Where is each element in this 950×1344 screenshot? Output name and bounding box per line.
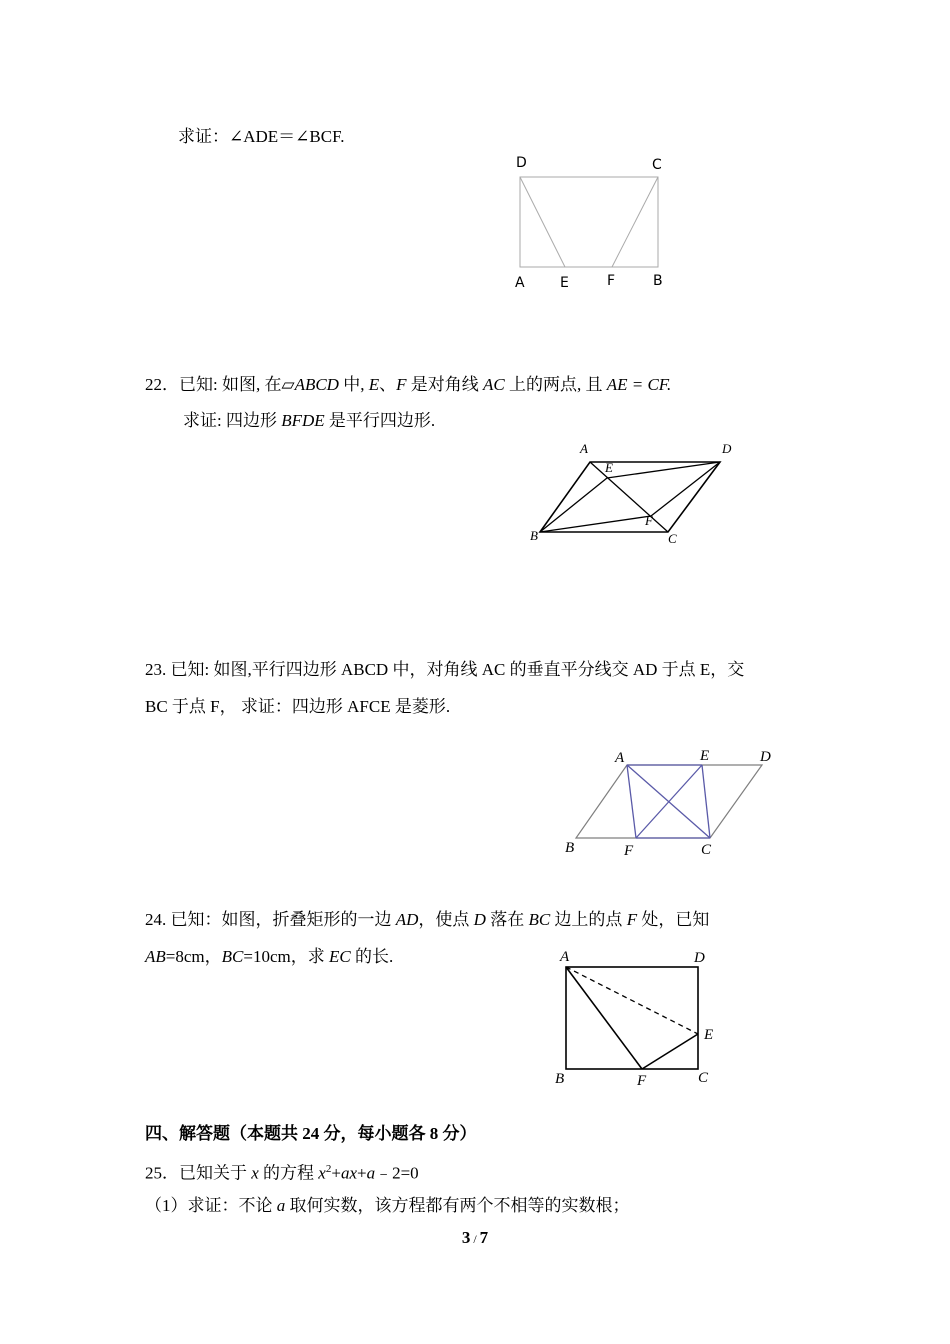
q25-var-x: x [251, 1163, 259, 1183]
q21-label-d: D [516, 155, 527, 171]
q24-text: ，使点 [418, 910, 474, 929]
q22-text: 是对角线 [406, 375, 483, 394]
q24-f: F [626, 910, 638, 929]
q21-prove-text: 求证：∠ADE＝∠BCF. [178, 127, 345, 146]
q24-label-d: D [694, 950, 705, 966]
q24-bc: BC [221, 947, 244, 966]
q22-text: 、 [379, 375, 397, 394]
q21-label-e: E [560, 275, 569, 291]
q25-text: 25．已知关于 [145, 1163, 252, 1183]
q24-ec: EC [328, 947, 351, 966]
q25-text: 的方程 [258, 1163, 319, 1183]
q23-label-c: C [701, 842, 712, 858]
q21-label-b: B [653, 273, 663, 289]
q25-part-1-text: （1）求证：不论 [145, 1196, 277, 1215]
q23-label-f: F [624, 843, 634, 859]
q22-abcd: ABCD [294, 375, 339, 394]
q23-label-d: D [760, 749, 771, 765]
q22-prove-text: 是平行四边形. [324, 411, 436, 430]
q25-text: + [331, 1163, 341, 1183]
q23-line-2: BC 于点 F， 求证：四边形 AFCE 是菱形. [145, 697, 451, 716]
q22-e: E [368, 375, 380, 394]
q22-ac: AC [482, 375, 505, 394]
page-total: 7 [479, 1228, 489, 1247]
q22-label-b: B [530, 528, 538, 543]
q25-var-a: a [276, 1196, 286, 1215]
q25-var-x: x [349, 1163, 357, 1183]
page-separator: / [470, 1232, 480, 1246]
q22-label-a: A [580, 441, 588, 456]
q25-part-1-text: 取何实数，该方程都有两个不相等的实数根； [285, 1196, 630, 1215]
q24-label-a: A [560, 949, 570, 965]
q22-label-f: F [645, 513, 653, 528]
q24-segment-af [566, 967, 642, 1069]
q24-text: 24. 已知：如图，折叠矩形的一边 [145, 910, 396, 929]
q25-var-a: a [366, 1163, 376, 1183]
q24-label-b: B [555, 1071, 565, 1087]
q24-text: 边上的点 [550, 910, 627, 929]
q24-label-f: F [637, 1073, 647, 1089]
q24-text: 落在 [485, 910, 529, 929]
q21-label-a: A [515, 275, 525, 291]
page-current: 3 [461, 1228, 471, 1247]
q22-text: 上的两点, 且 [504, 375, 607, 394]
q21-label-f: F [607, 273, 616, 289]
q24-text: =8cm， [165, 947, 222, 966]
q24-text: 的长. [350, 947, 394, 966]
q22-number: 22． [145, 375, 179, 394]
q24-ad: AD [395, 910, 419, 929]
q22-label-e: E [605, 460, 613, 475]
q25-var-x: x [318, 1163, 326, 1183]
q25-text: + [356, 1163, 367, 1183]
q22-label-c: C [668, 531, 677, 546]
q24-label-e: E [704, 1027, 714, 1043]
q23-label-b: B [565, 840, 575, 856]
q22-label-d: D [722, 441, 732, 456]
q24-rectangle [566, 967, 698, 1069]
q23-line-1: 23. 已知: 如图,平行四边形 ABCD 中，对角线 AC 的垂直平分线交 AD 于点 E，交 [145, 660, 745, 679]
q22-f: F [396, 375, 407, 394]
q24-text: =10cm，求 [243, 947, 329, 966]
q25-statement [145, 1158, 419, 1185]
q25-exponent: 2 [325, 1163, 332, 1175]
q23-label-e: E [700, 748, 710, 764]
q25-part-1 [145, 1195, 630, 1217]
q24-fold-line-ae [566, 967, 698, 1034]
q24-text: 处，已知 [637, 910, 710, 929]
q24-segment-fe [642, 1034, 698, 1069]
q24-bc: BC [528, 910, 551, 929]
parallelogram-symbol-icon: ▱ [281, 375, 295, 394]
q22-bfde: BFDE [281, 411, 325, 430]
section-4-title: 四、解答题（本题共 24 分，每小题各 8 分） [145, 1124, 477, 1143]
q24-d: D [473, 910, 486, 929]
q24-ab: AB [145, 947, 166, 966]
q25-text: ﹣2=0 [375, 1163, 419, 1183]
q21-label-c: C [652, 157, 662, 173]
q25-var-a: a [340, 1163, 350, 1183]
q22-text: 中, [338, 375, 369, 394]
q23-label-a: A [615, 750, 625, 766]
q24-label-c: C [698, 1070, 709, 1086]
q22-prove-text: 求证: 四边形 [183, 411, 282, 430]
page-number [0, 1228, 950, 1248]
q22-equation: AE = CF. [606, 375, 672, 394]
q22-text: 已知: 如图, 在 [179, 375, 282, 394]
